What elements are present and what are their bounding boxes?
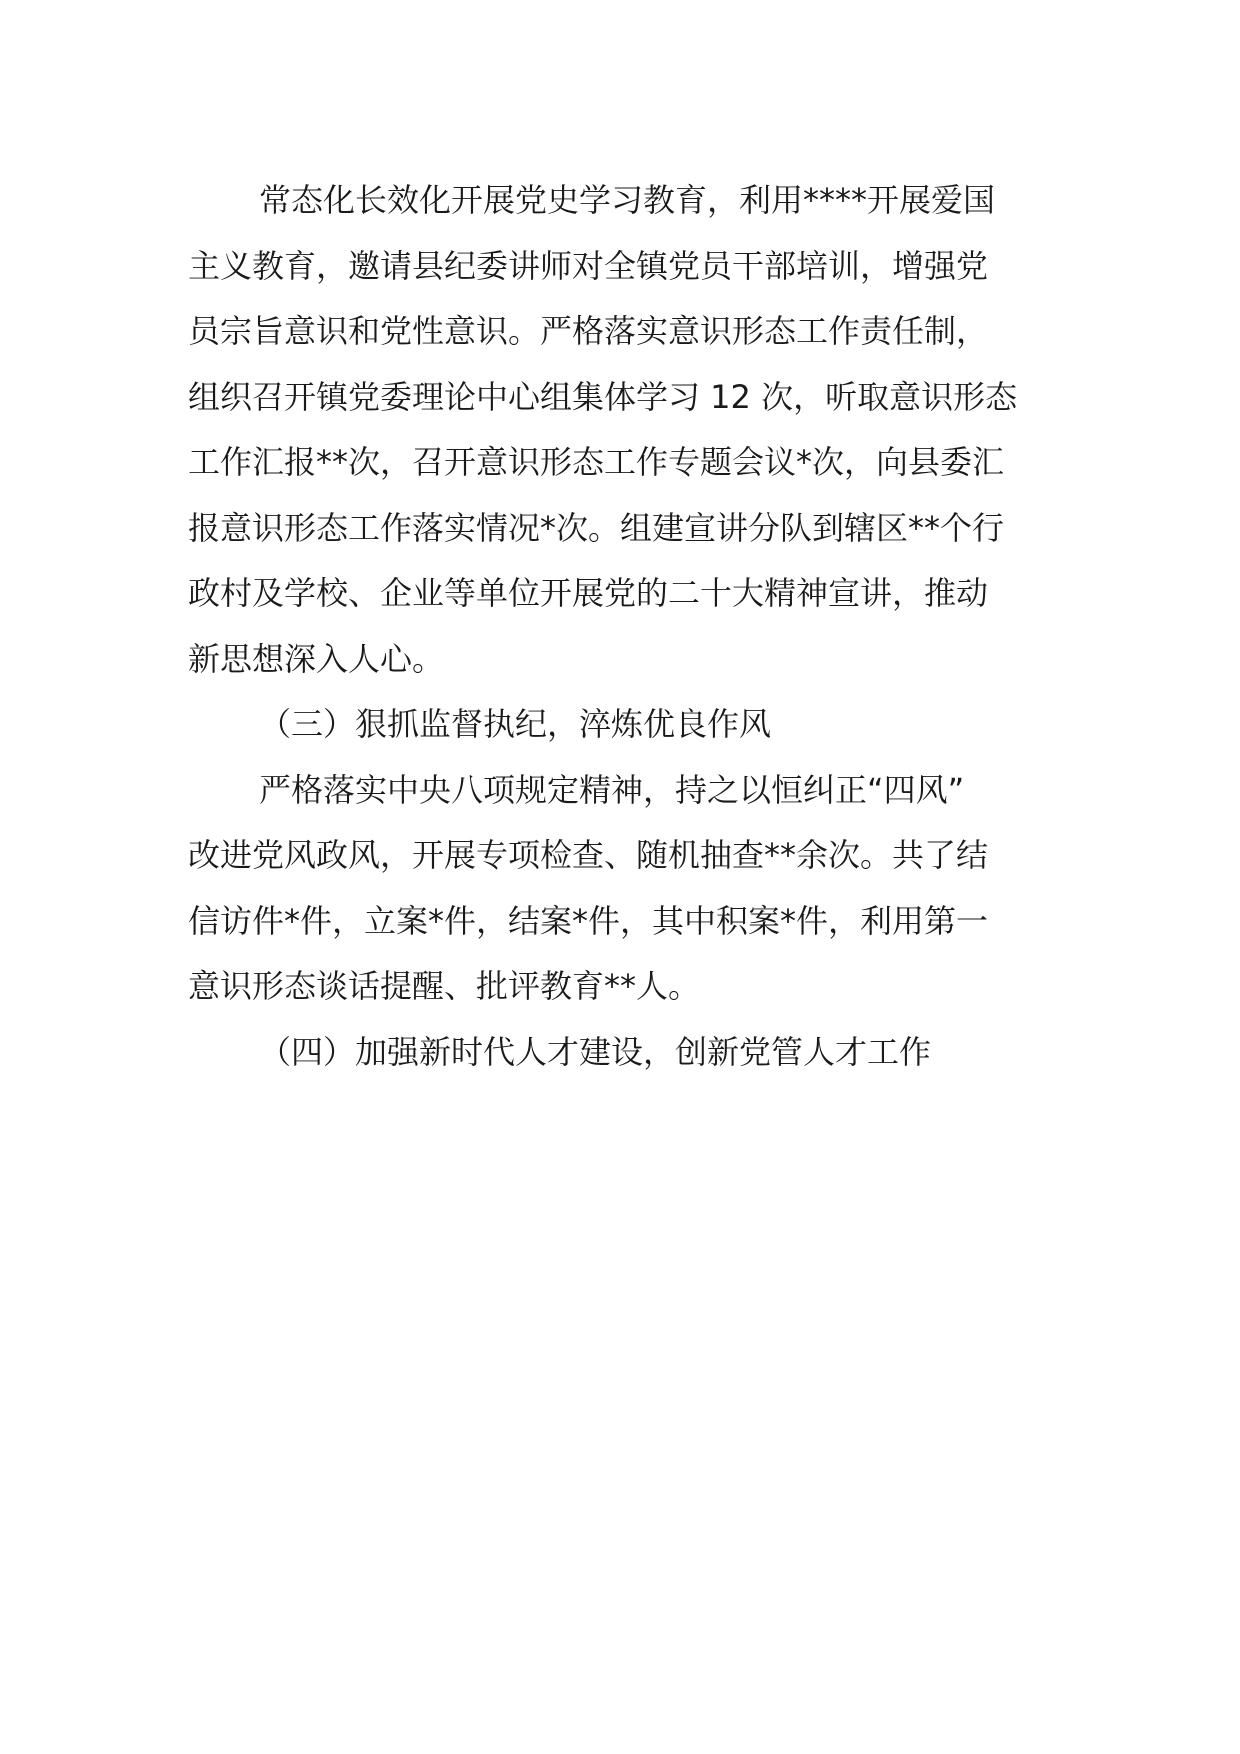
document-body [188, 168, 1058, 1085]
paragraph-line: 常态化长效化开展党史学习教育，利用****开展爱国 [259, 181, 996, 219]
section-heading: （三）狠抓监督执纪，淬炼优良作风 [259, 705, 772, 743]
paragraph-line: 工作汇报**次，召开意识形态工作专题会议*次，向县委汇 [188, 443, 1005, 481]
paragraph-line: 信访件*件，立案*件，结案*件，其中积案*件，利用第一 [188, 901, 989, 940]
paragraph-line: 政村及学校、企业等单位开展党的二十大精神宣讲，推动 [188, 574, 989, 612]
paragraph-line: 主义教育，邀请县纪委讲师对全镇党员干部培训，增强党 [188, 246, 989, 285]
paragraph-line: 组织召开镇党委理论中心组集体学习 12 次，听取意识形态 [188, 377, 1018, 416]
paragraph-line: 意识形态谈话提醒、批评教育**人。 [188, 967, 701, 1005]
paragraph-line: 报意识形态工作落实情况*次。组建宣讲分队到辖区**个行 [188, 508, 1005, 547]
paragraph-line: 员宗旨意识和党性意识。严格落实意识形态工作责任制， [188, 312, 989, 350]
paragraph-line: 新思想深入人心。 [188, 639, 445, 678]
section-heading: （四）加强新时代人才建设，创新党管人才工作 [259, 1032, 932, 1071]
paragraph-line: 严格落实中央八项规定精神，持之以恒纠正“四风” [259, 770, 965, 809]
paragraph-line: 改进党风政风，开展专项检查、随机抽查**余次。共了结 [188, 836, 989, 874]
